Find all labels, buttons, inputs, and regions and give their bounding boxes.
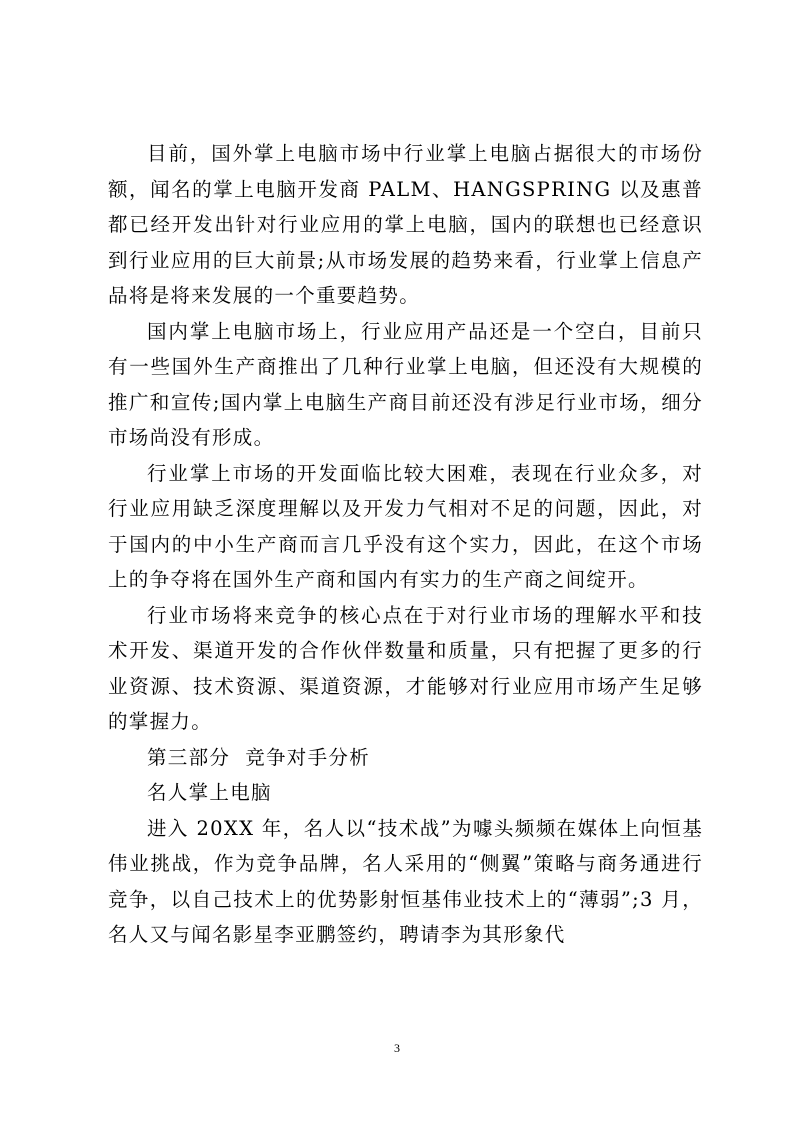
paragraph-4: 行业市场将来竞争的核心点在于对行业市场的理解水平和技术开发、渠道开发的合作伙伴数量和质量，只有把握了更多的行业资源、技术资源、渠道资源，才能够对行业应用市场产生足够的掌握力。 bbox=[108, 603, 703, 733]
paragraph-2: 国内掌上电脑市场上，行业应用产品还是一个空白，目前只有一些国外生产商推出了几种行业掌上电脑，但还没有大规模的推广和宣传;国内掌上电脑生产商目前还没有涉足行业市场，细分市场尚没有形成。 bbox=[108, 319, 703, 449]
paragraph-5: 进入 20XX 年，名人以“技术战”为噱头频频在媒体上向恒基伟业挑战，作为竞争品牌，名人采用的“侧翼”策略与商务通进行竞争，以自己技术上的优势影射恒基伟业技术上的“薄弱”;3 月，名人又与闻名影星李亚鹏签约，聘请李为其形象代 bbox=[108, 816, 703, 946]
paragraph-1: 目前，国外掌上电脑市场中行业掌上电脑占据很大的市场份额，闻名的掌上电脑开发商 PALM、HANGSPRING 以及惠普都已经开发出针对行业应用的掌上电脑，国内的联想也已经意识到行业应用的巨大前景;从市场发展的趋势来看，行业掌上信息产品将是将来发展的一个重要趋势。 bbox=[108, 142, 703, 307]
sub-heading: 名人掌上电脑 bbox=[147, 781, 272, 804]
document-body bbox=[108, 136, 703, 953]
page-number: 3 bbox=[394, 1041, 400, 1055]
section-heading: 第三部分 竞争对手分析 bbox=[147, 745, 370, 769]
paragraph-3: 行业掌上市场的开发面临比较大困难，表现在行业众多，对行业应用缺乏深度理解以及开发力气相对不足的问题，因此，对于国内的中小生产商而言几乎没有这个实力，因此，在这个市场上的争夺将在国外生产商和国内有实力的生产商之间绽开。 bbox=[108, 461, 703, 591]
